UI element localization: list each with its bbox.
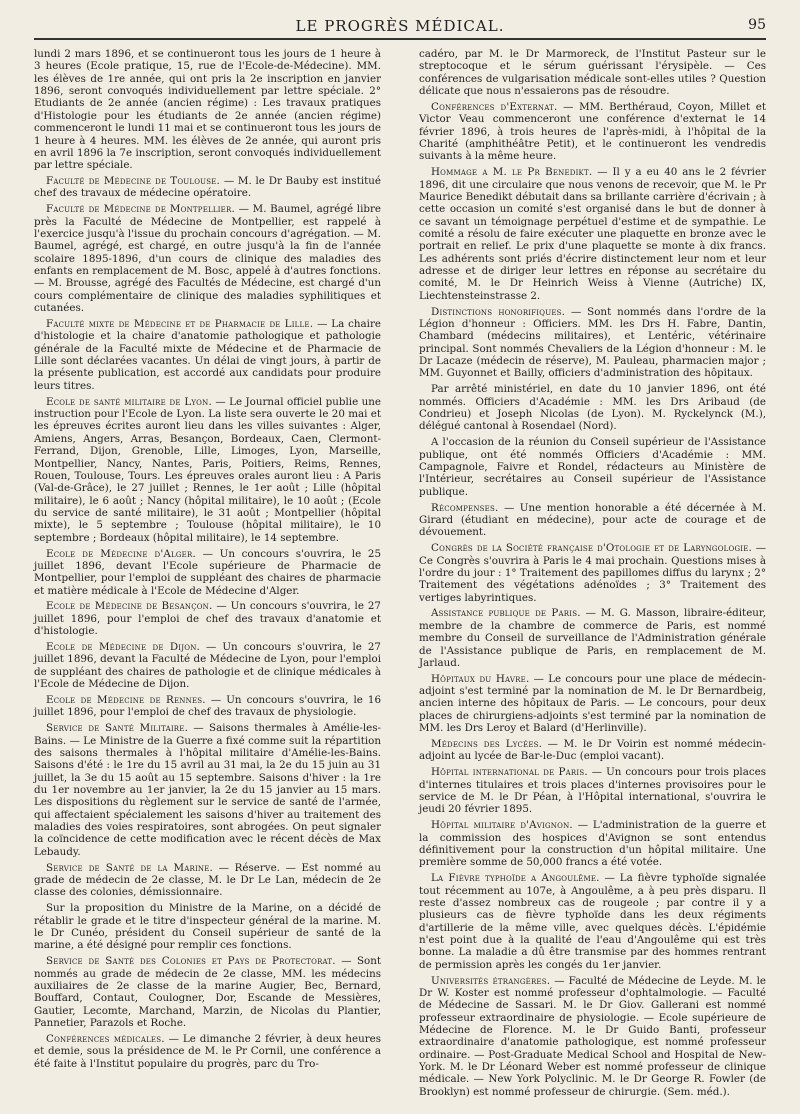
item-text: — Le Journal officiel publie une instruction pour l'Ecole de Lyon. La liste sera ouverte le 20 mai et les épreuves écrites auront lieu dans les villes suivantes : Alger, Amiens, Angers, Arras, Besançon, Bordeaux, Caen, Clermont-Ferrand, Dijon, Grenoble, Lille, Limoges, Lyon, Marseille, Montpellier, Nancy, Nantes, Paris, Poitiers, Reims, Rennes, Rouen, Toulouse, Tours. Les épreuves orales auront lieu : A Paris (Val-de-Grâce), le 27 juillet ; Rennes, le 1er août ; Lille (hôpital militaire), le 6 août ; Nancy (hôpital militaire), le 10 août ; (Ecole du service de santé militaire), le 31 août ; Montpellier (hôpital mixte), le 5 septembre ; Toulouse (hôpital militaire), le 10 septembre ; Bordeaux (hôpital militaire), le 14 septembre. — [34, 395, 381, 544]
item-text: lundi 2 mars 1896, et se continueront tous les jours de 1 heure à 3 heures (Ecole pratique, 15, rue de l'Ecole-de-Médecine). MM. les élèves de 1re année, qui ont pris la 2e inscription en janvier 1896, seront convoqués individuellement par lettre spéciale. 2° Etudiants de 2e année (ancien régime) : Les travaux pratiques d'Histologie pour les étudiants de 2e année (ancien régime) commenceront le lundi 11 mai et se continueront tous les jours de 1 heure à 4 heures. MM. les élèves de 2e année, qui auront pris en avril 1896 la 7e inscription, seront convoqués individuellement par lettre spéciale. — [34, 48, 381, 172]
item-text: — M. G. Masson, libraire-éditeur, membre de la chambre de commerce de Paris, est nommé membre du Conseil de surveillance de l'Administration générale de l'Assistance publique de Paris, en remplacement de M. Jarlaud. — [419, 607, 766, 669]
item-text: — MM. Berthéraud, Coyon, Millet et Victor Veau commenceront une conférence d'externat le 14 février 1896, à trois heures de l'après-midi, à l'hôpital de la Charité (amphithéâtre Petit), et le continueront les vendredis suivants à la même heure. — [419, 100, 766, 163]
news-item — [419, 819, 766, 868]
item-heading: Universités étrangères. — [431, 974, 551, 987]
item-heading: Ecole de Médecine d'Alger. — [46, 547, 196, 560]
news-item — [419, 738, 766, 763]
news-item — [419, 306, 766, 380]
item-heading: Ecole de santé militaire de Lyon. — [46, 395, 212, 408]
news-item — [34, 641, 381, 690]
news-item — [419, 975, 766, 1099]
item-text: — Un concours s'ouvrira, le 27 juillet 1896, devant la Faculté de Médecine de Lyon, pour l'emploi de suppléant des chaires de pathologie et de clinique médicales à l'Ecole de Médecine de Dijon. — [34, 641, 381, 691]
item-text: — Il y a eu 40 ans le 2 février 1896, dit une circulaire que nous venons de recevoir, que M. le Pr Maurice Benedikt débutait dans sa brillante carrière d'écrivain ; à cette occasion un comité s'est organisé dans le but de donner à ce savant un témoignage perpétuel d'estime et de sympathie. Le comité a résolu de faire exécuter une plaquette en bronze avec le portrait en relief. Le prix d'une plaquette se monte à dix francs. Les adhérents sont priés d'écrire distinctement leur nom et leur adresse et de diriger leur lettres en réponse au secrétaire du comité, M. le Dr Heinrich Weiss à Vienne (Autriche) IX, Liechtensteinstrasse 2. — [419, 166, 766, 302]
item-text: — Ce Congrès s'ouvrira à Paris le 4 mai prochain. Questions mises à l'ordre du jour : 1° Traitement des papillomes diffus du larynx ; 2° Traitement des végétations adénoïdes ; 3° Traitement des vertiges labyrintiques. — [419, 542, 766, 604]
item-heading: Faculté mixte de Médecine et de Pharmacie de Lille. — [46, 318, 314, 331]
item-text: — Le dimanche 2 février, à deux heures et demie, sous la présidence de M. le Pr Cornil, une conférence a été faite à l'Institut populaire du progrès, parc du Tro- — [34, 1032, 381, 1070]
news-item — [34, 955, 381, 1029]
item-heading: Congrès de la Société française d'Otologie et de Laryngologie. — [431, 542, 752, 555]
news-item — [34, 600, 381, 637]
item-text: A l'occasion de la réunion du Conseil supérieur de l'Assistance publique, ont été nommés Officiers d'Académie : MM. Campagnole, Faivre et Rondel, rédacteurs au Ministère de l'Intérieur, secrétaires au Conseil supérieur de l'Assistance publique. — [419, 436, 766, 498]
journal-title: LE PROGRÈS MÉDICAL. — [295, 17, 505, 35]
item-text: Sur la proposition du Ministre de la Marine, on a décidé de rétablir le grade et le titre d'inspecteur général de la marine. M. le Dr Cunéo, président du Conseil supérieur de santé de la marine, a été désigné pour remplir ces fonctions. — [34, 902, 381, 952]
news-item — [419, 607, 766, 669]
news-item — [34, 175, 381, 200]
item-heading: Ecole de Médecine de Dijon. — [46, 641, 201, 654]
item-heading: Service de Santé Militaire. — [46, 722, 189, 735]
item-text: — Un concours s'ouvrira, le 16 juillet 1896, pour l'emploi de chef des travaux de physiologie. — [34, 693, 382, 719]
item-text: Par arrêté ministériel, en date du 10 janvier 1896, ont été nommés. Officiers d'Académie : MM. les Drs Aribaud (de Condrieu) et Joseph Nicolas (de Lyon). M. Ryckelynck (M.), délégué cantonal à Rosendael (Nord). — [419, 383, 766, 433]
item-text: cadéro, par M. le Dr Marmoreck, de l'Institut Pasteur sur le streptocoque et le sérum guérissant l'érysipèle. — Ces conférences de vulgarisation médicale sont-elles utiles ? Question délicate que nous n'essaierons pas de résoudre. — [419, 48, 766, 98]
news-item — [34, 48, 381, 172]
item-text: — M. le Dr Voirin est nommé médecin-adjoint au lycée de Bar-le-Duc (emploi vacant). — [419, 738, 766, 763]
item-heading: Hommage a M. le Pr Benedikt. — [431, 166, 593, 179]
item-text: — Saisons thermales à Amélie-les-Bains. — Le Ministre de la Guerre a fixé comme suit la répartition des saisons thermales à l'hôpital militaire d'Amélie-les-Bains. Saisons d'été : le 1re du 15 avril au 31 mai, la 2e du 15 juin au 31 juillet, la 3e du 15 août au 15 septembre. Saisons d'hiver : la 1re du 1er novembre au 1er janvier, la 2e du 15 janvier au 15 mars. Les dispositions du règlement sur le service de santé de l'armée, qui affectaient spécialement les saisons d'hiver au traitement des maladies des voies respiratoires, sont abrogées. On peut signaler la coïncidence de cette modification avec le récent décès de Max Lebaudy. — [34, 722, 381, 858]
item-heading: Ecole de Médecine de Rennes. — [46, 693, 206, 706]
item-text: — Un concours s'ouvrira, le 27 juillet 1896, pour l'emploi de chef des travaux d'anatomie et d'histologie. — [34, 600, 381, 638]
news-item — [419, 542, 766, 604]
item-heading: Distinctions honorifiques. — [431, 305, 566, 318]
item-heading: Hôpital militaire d'Avignon. — [431, 819, 573, 832]
news-item — [419, 502, 766, 539]
news-item — [34, 722, 381, 858]
news-item — [419, 48, 766, 97]
item-heading: La Fièvre typhoïde a Angoulême. — [431, 872, 600, 885]
item-text: — La fièvre typhoïde signalée tout récemment au 107e, à Angoulême, a à peu près disparu. Il reste d'assez nombreux cas de rougeole ; par contre il y a plusieurs cas de fièvre typhoïde dans les deux régiments d'artillerie de la même ville, avec quelques décès. L'épidémie n'est point due à la qualité de l'eau d'Angoulême qui est très bonne. La maladie a dû être transmise par des hommes rentrant de permission après les congés du 1er janvier. — [419, 872, 766, 971]
news-item — [419, 436, 766, 498]
page-number: 95 — [748, 17, 766, 33]
item-text: — M. Baumel, agrégé libre près la Faculté de Médecine de Montpellier, est rappelé à l'exercice jusqu'à l'issue du prochain concours d'agrégation. — M. Baumel, agrégé, est chargé, en outre jusqu'à la fin de l'année scolaire 1895-1896, d'un cours de clinique des maladies des enfants en remplacement de M. Bosc, appelé à d'autres fonctions. — M. Brousse, agrégé des Facultés de Médecine, est chargé d'un cours complémentaire de clinique des maladies syphilitiques et cutanées. — [34, 203, 381, 315]
item-text: — M. le Dr Bauby est institué chef des travaux de médecine opératoire. — [34, 175, 382, 200]
item-text: — Faculté de Médecine de Leyde. M. le Dr W. Koster est nommé professeur d'ophtalmologie. — Faculté de Médecine de Sassari. M. le Dr Giov. Gallerani est nommé professeur extraordinaire de physiologie. — Ecole supérieure de Médecine de Florence. M. le Dr Guido Banti, professeur extraordinaire d'anatomie pathologique, est nommé professeur ordinaire. — Post-Graduate Medical School and Hospital de New-York. M. le Dr Léonard Weber est nommé professeur de clinique médicale. — New York Polyclinic. M. le Dr George R. Fowler (de Brooklyn) est nommé professeur de chirurgie. (Sem. méd.). — [419, 974, 766, 1098]
news-item — [419, 101, 766, 163]
news-item — [34, 396, 381, 544]
page-header — [34, 14, 766, 40]
item-text: — La chaire d'histologie et la chaire d'anatomie pathologique et pathologie générale de la Faculté mixte de Médecine et de Pharmacie de Lille sont déclarées vacantes. Un délai de vingt jours, à partir de la présente publication, est accordé aux candidats pour produire leurs titres. — [34, 318, 381, 392]
news-item — [419, 872, 766, 971]
item-heading: Service de Santé de la Marine. — [46, 861, 214, 874]
item-heading: Hôpitaux du Havre. — [431, 672, 530, 685]
news-item — [419, 383, 766, 432]
item-heading: Conférences d'Externat. — [431, 100, 558, 113]
item-text: — Un concours pour trois places d'internes titulaires et trois places d'internes provisoires pour le service de M. le Dr Péan, à l'Hôpital international, s'ouvrira le jeudi 20 février 1895. — [419, 766, 766, 816]
item-heading: Faculté de Médecine de Toulouse. — [46, 175, 221, 188]
news-item — [34, 548, 381, 597]
item-heading: Médecins des Lycées. — [431, 738, 543, 751]
item-heading: Ecole de Médecine de Besançon. — [46, 600, 213, 613]
news-item — [419, 673, 766, 735]
news-item — [34, 203, 381, 314]
item-heading: Hôpital international de Paris. — [431, 766, 588, 779]
item-heading: Conférences médicales. — [46, 1032, 165, 1045]
item-text: — Réserve. — Est nommé au grade de médecin de 2e classe, M. le Dr Le Lan, médecin de 2e classe des colonies, démissionnaire. — [34, 861, 381, 899]
item-text: — L'administration de la guerre et la commission des hospices d'Avignon se sont entendus définitivement pour la construction d'un hôpital militaire. Une première somme de 50,000 francs a été votée. — [419, 819, 766, 869]
item-heading: Service de Santé des Colonies et Pays de Protectorat. — [46, 955, 336, 968]
item-text: — Une mention honorable a été décernée à M. Girard (étudiant en médecine), pour acte de courage et de dévouement. — [419, 501, 766, 539]
news-item — [419, 766, 766, 815]
item-heading: Assistance publique de Paris. — [431, 607, 581, 620]
item-text: — Le concours pour une place de médecin-adjoint s'est terminé par la nomination de M. le Dr Bernardbeig, ancien interne des hôpitaux de Paris. — Le concours, pour deux places de chirurgiens-adjoints s'est terminé par la nomination de MM. les Drs Leroy et Balard (d'Herlinville). — [419, 672, 766, 735]
news-item — [34, 1033, 381, 1070]
news-item — [34, 862, 381, 899]
news-item — [419, 166, 766, 302]
news-item — [34, 694, 381, 719]
news-item — [34, 902, 381, 951]
item-text: — Un concours s'ouvrira, le 25 juillet 1896, devant l'Ecole supérieure de Pharmacie de Montpellier, pour l'emploi de suppléant des chaires de pharmacie et matière médicale à l'Ecole de Médecine d'Alger. — [34, 547, 382, 597]
item-heading: Récompenses. — [431, 501, 499, 514]
news-item — [34, 318, 381, 392]
item-text: — Sont nommés au grade de médecin de 2e classe, MM. les médecins auxiliaires de 2e classe de la marine Augier, Bec, Bernard, Bouffard, Contaut, Coulogner, Dor, Escande de Messières, Gautier, Lecomte, Marchand, Marzin, de Nicolas du Plantier, Pannetier, Parazols et Roche. — [34, 955, 381, 1029]
item-text: — Sont nommés dans l'ordre de la Légion d'honneur : Officiers. MM. les Drs H. Fabre, Dantin, Chambard (médecins militaires), et Lentéric, vétérinaire principal. Sont nommés Chevaliers de la Légion d'honneur : M. le Dr Lacaze (médecin de réserve), M. Pauleau, pharmacien major ; MM. Guyonnet et Bailly, officiers d'administration des hôpitaux. — [419, 305, 766, 380]
left-column — [34, 48, 381, 1100]
item-heading: Faculté de Médecine de Montpellier. — [46, 203, 235, 216]
right-column — [419, 48, 766, 1100]
